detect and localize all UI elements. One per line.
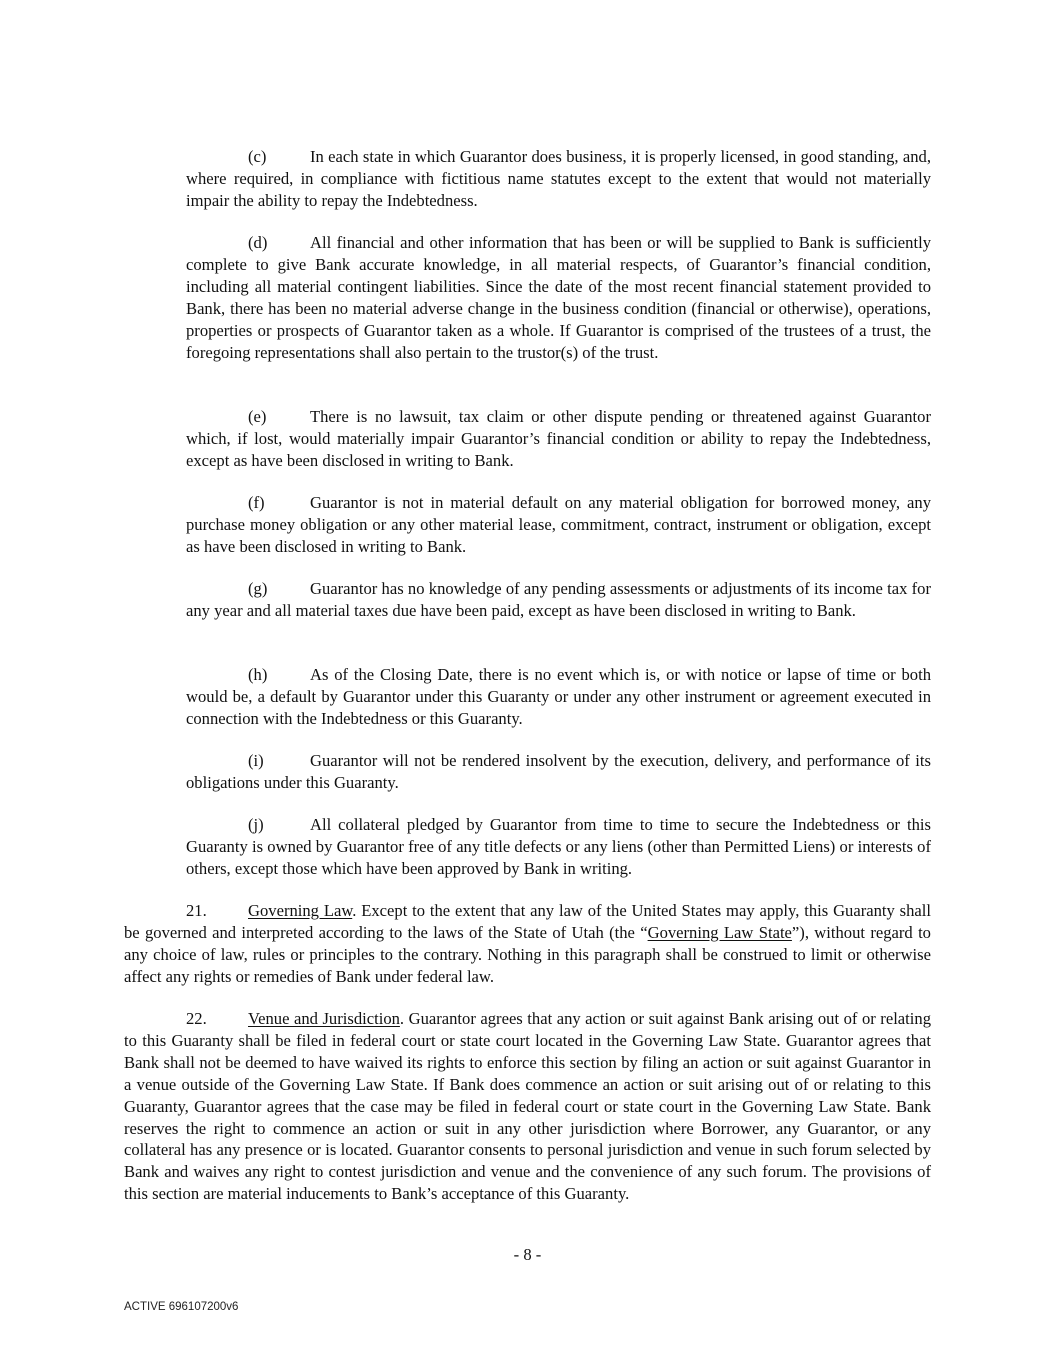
paragraph-text: Guarantor will not be rendered insolvent by the execution, delivery, and performance of its obligations under this Guaranty.: [186, 751, 931, 792]
paragraph-text: There is no lawsuit, tax claim or other dispute pending or threatened against Guarantor which, if lost, would materially impair Guarantor’s financial condition or ability to repay the Indebtedness, except as have been disclosed in writing to Bank.: [186, 407, 931, 470]
paragraph-j: [186, 814, 931, 880]
paragraph-label: (d): [248, 233, 268, 252]
paragraph-f: [186, 492, 931, 558]
paragraph-label: (f): [248, 493, 265, 512]
paragraph-text: All financial and other information that has been or will be supplied to Bank is sufficiently complete to give Bank accurate knowledge, in all material respects, of Guarantor’s financial condition, including all material contingent liabilities. Since the date of the most recent financial statement provided to Bank, there has been no material adverse change in the business condition (financial or otherwise), operations, properties or prospects of Guarantor taken as a whole. If Guarantor is comprised of the trustees of a trust, the foregoing representations shall also pertain to the trustor(s) of the trust.: [186, 233, 931, 362]
section-text: . Except to the extent that any law of the United States may apply, this Guaranty shall be governed and interpreted according to the laws of the State of Utah (the “: [124, 901, 931, 942]
paragraph-label: (e): [248, 407, 267, 426]
paragraph-h: [186, 664, 931, 730]
paragraph-c: [186, 146, 931, 212]
section-heading: Venue and Jurisdiction: [248, 1009, 400, 1028]
section-heading: Governing Law: [248, 901, 353, 920]
page-number: - 8 -: [513, 1245, 542, 1264]
paragraph-d: [186, 232, 931, 363]
section-number: 21.: [186, 901, 207, 920]
paragraph-label: (j): [248, 815, 264, 834]
paragraph-label: (i): [248, 751, 264, 770]
defined-term: Governing Law State: [647, 922, 792, 942]
paragraph-label: (c): [248, 147, 267, 166]
section-22-venue-jurisdiction: [124, 1008, 931, 1205]
paragraph-label: (g): [248, 579, 268, 598]
paragraph-label: (h): [248, 665, 268, 684]
section-text: . Guarantor agrees that any action or suit against Bank arising out of or relating to this Guaranty shall be filed in federal court or state court located in the Governing Law State. Guarantor agrees that Bank shall not be deemed to have waived its rights to enforce this section by filing an action or suit against Guarantor in a venue outside of the Governing Law State. If Bank does commence an action or suit arising out of or relating to this Guaranty, Guarantor agrees that the case may be filed in federal court or state court in the Governing Law State. Bank reserves the right to commence an action or suit in any other jurisdiction where Borrower, any Guarantor, or any collateral has any presence or is located. Guarantor consents to personal jurisdiction and venue in such forum selected by Bank and waives any right to contest jurisdiction and venue and the convenience of any such forum. The provisions of this section are material inducements to Bank’s acceptance of this Guaranty.: [124, 1009, 931, 1204]
section-text: ”), without regard to any choice of law, rules or principles to the contrary. Nothing in this paragraph shall be construed to limit or otherwise affect any rights or remedies of Bank under federal law.: [124, 922, 931, 986]
paragraph-text: All collateral pledged by Guarantor from time to time to secure the Indebtedness or this Guaranty is owned by Guarantor free of any title defects or any liens (other than Permitted Liens) or interests of others, except those which have been approved by Bank in writing.: [186, 815, 931, 878]
paragraph-text: Guarantor is not in material default on any material obligation for borrowed money, any purchase money obligation or any other material lease, commitment, contract, instrument or obligation, except as have been disclosed in writing to Bank.: [186, 493, 931, 556]
paragraph-text: In each state in which Guarantor does business, it is properly licensed, in good standing, and, where required, in compliance with fictitious name statutes except to the extent that would not materially impair the ability to repay the Indebtedness.: [186, 147, 931, 210]
paragraph-text: Guarantor has no knowledge of any pending assessments or adjustments of its income tax for any year and all material taxes due have been paid, except as have been disclosed in writing to Bank.: [186, 579, 931, 620]
section-number: 22.: [186, 1009, 207, 1028]
paragraph-e: [186, 406, 931, 472]
paragraph-text: As of the Closing Date, there is no event which is, or with notice or lapse of time or both would be, a default by Guarantor under this Guaranty or under any other instrument or agreement executed in connection with the Indebtedness or this Guaranty.: [186, 665, 931, 728]
document-id: ACTIVE 696107200v6: [124, 1301, 239, 1313]
section-21-governing-law: [124, 900, 931, 988]
paragraph-i: [186, 750, 931, 794]
paragraph-g: [186, 578, 931, 622]
